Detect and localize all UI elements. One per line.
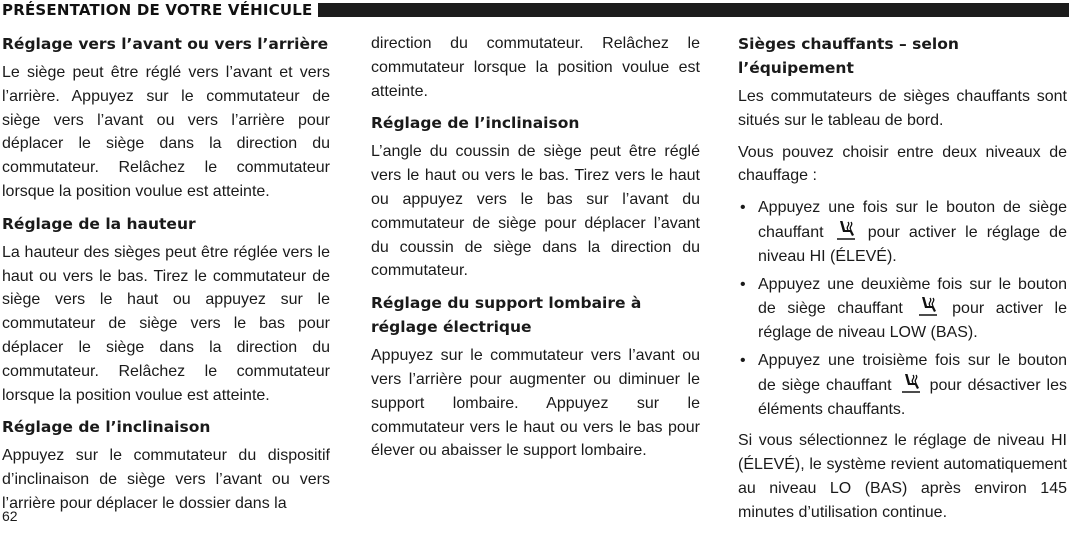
section-title: PRÉSENTATION DE VOTRE VÉHICULE: [2, 1, 313, 19]
heading-height: Réglage de la hauteur: [2, 214, 196, 233]
heading-tilt: Réglage de l’inclinaison: [371, 114, 580, 133]
heading-lumbar: Réglage du support lombaire à réglage électrique: [371, 294, 642, 337]
bullet: •: [740, 199, 746, 217]
paragraph-tilt: L’angle du coussin de siège peut être réglé vers le haut ou vers le bas. Tirez vers le haut ou appuyez vers le bas sur l’avant du commutateur de siège pour déplacer l’avant du coussin de siège dans la direction du commutateur.: [371, 143, 700, 280]
header-bar: [318, 3, 1069, 17]
heading-heated-seats: Sièges chauffants – selon l’équipement: [738, 35, 959, 77]
paragraph-heat-levels: Vous pouvez choisir entre deux niveaux de chauffage :: [738, 143, 1067, 185]
heated-seat-icon: [900, 373, 922, 393]
page-number: 62: [2, 508, 18, 524]
paragraph-fore-aft: Le siège peut être réglé vers l’avant et vers l’arrière. Appuyez sur le commutateur de siège vers l’avant ou vers l’arrière pour déplacer le siège dans la direction du commutateur. Relâchez le commutateur lorsque la position voulue est atteinte.: [2, 64, 330, 200]
heat-level-list: [738, 196, 1067, 421]
list-item: • Appuyez une fois sur le bouton de siège chauffant pour activer le réglage de niveau HI (ÉLEVÉ).: [738, 196, 1067, 268]
paragraph-recline-cont: direction du commutateur. Relâchez le commutateur lorsque la position voulue est atteinte.: [371, 35, 700, 100]
bullet: •: [740, 351, 746, 369]
paragraph-recline: Appuyez sur le commutateur du dispositif d’inclinaison de siège vers l’avant ou vers l’arrière pour déplacer le dossier dans la: [2, 447, 330, 512]
column-2: [371, 32, 700, 471]
page-header: [0, 0, 1069, 20]
heated-seat-icon: [917, 296, 939, 316]
heading-recline: Réglage de l’inclinaison: [2, 418, 211, 437]
heading-fore-aft: Réglage vers l’avant ou vers l’arrière: [2, 35, 329, 53]
paragraph-lumbar: Appuyez sur le commutateur vers l’avant ou vers l’arrière pour augmenter ou diminuer le support lombaire. Appuyez sur le commutateur vers le haut ou vers le bas pour élever ou abaisser le support lombaire.: [371, 347, 700, 460]
heated-seat-icon: [835, 220, 857, 240]
paragraph-heated-location: Les commutateurs de sièges chauffants sont situés sur le tableau de bord.: [738, 88, 1067, 129]
column-3: [738, 32, 1067, 533]
list-item: • Appuyez une troisième fois sur le bouton de siège chauffant pour désactiver les éléments chauffants.: [738, 349, 1067, 421]
bullet: •: [740, 275, 746, 293]
list-item: • Appuyez une deuxième fois sur le bouton de siège chauffant pour activer le réglage de niveau LOW (BAS).: [738, 273, 1067, 345]
column-1: [2, 32, 330, 524]
paragraph-height: La hauteur des sièges peut être réglée vers le haut ou vers le bas. Tirez le commutateur de siège vers le haut ou appuyez sur le commutateur de siège vers le bas pour déplacer le siège dans la direction du commutateur. Relâchez le commutateur lorsque la position voulue est atteinte.: [2, 243, 330, 404]
paragraph-auto-return: Si vous sélectionnez le réglage de niveau HI (ÉLEVÉ), le système revient automatiquement au niveau LO (BAS) après environ 145 minutes d’utilisation continue.: [738, 432, 1067, 521]
